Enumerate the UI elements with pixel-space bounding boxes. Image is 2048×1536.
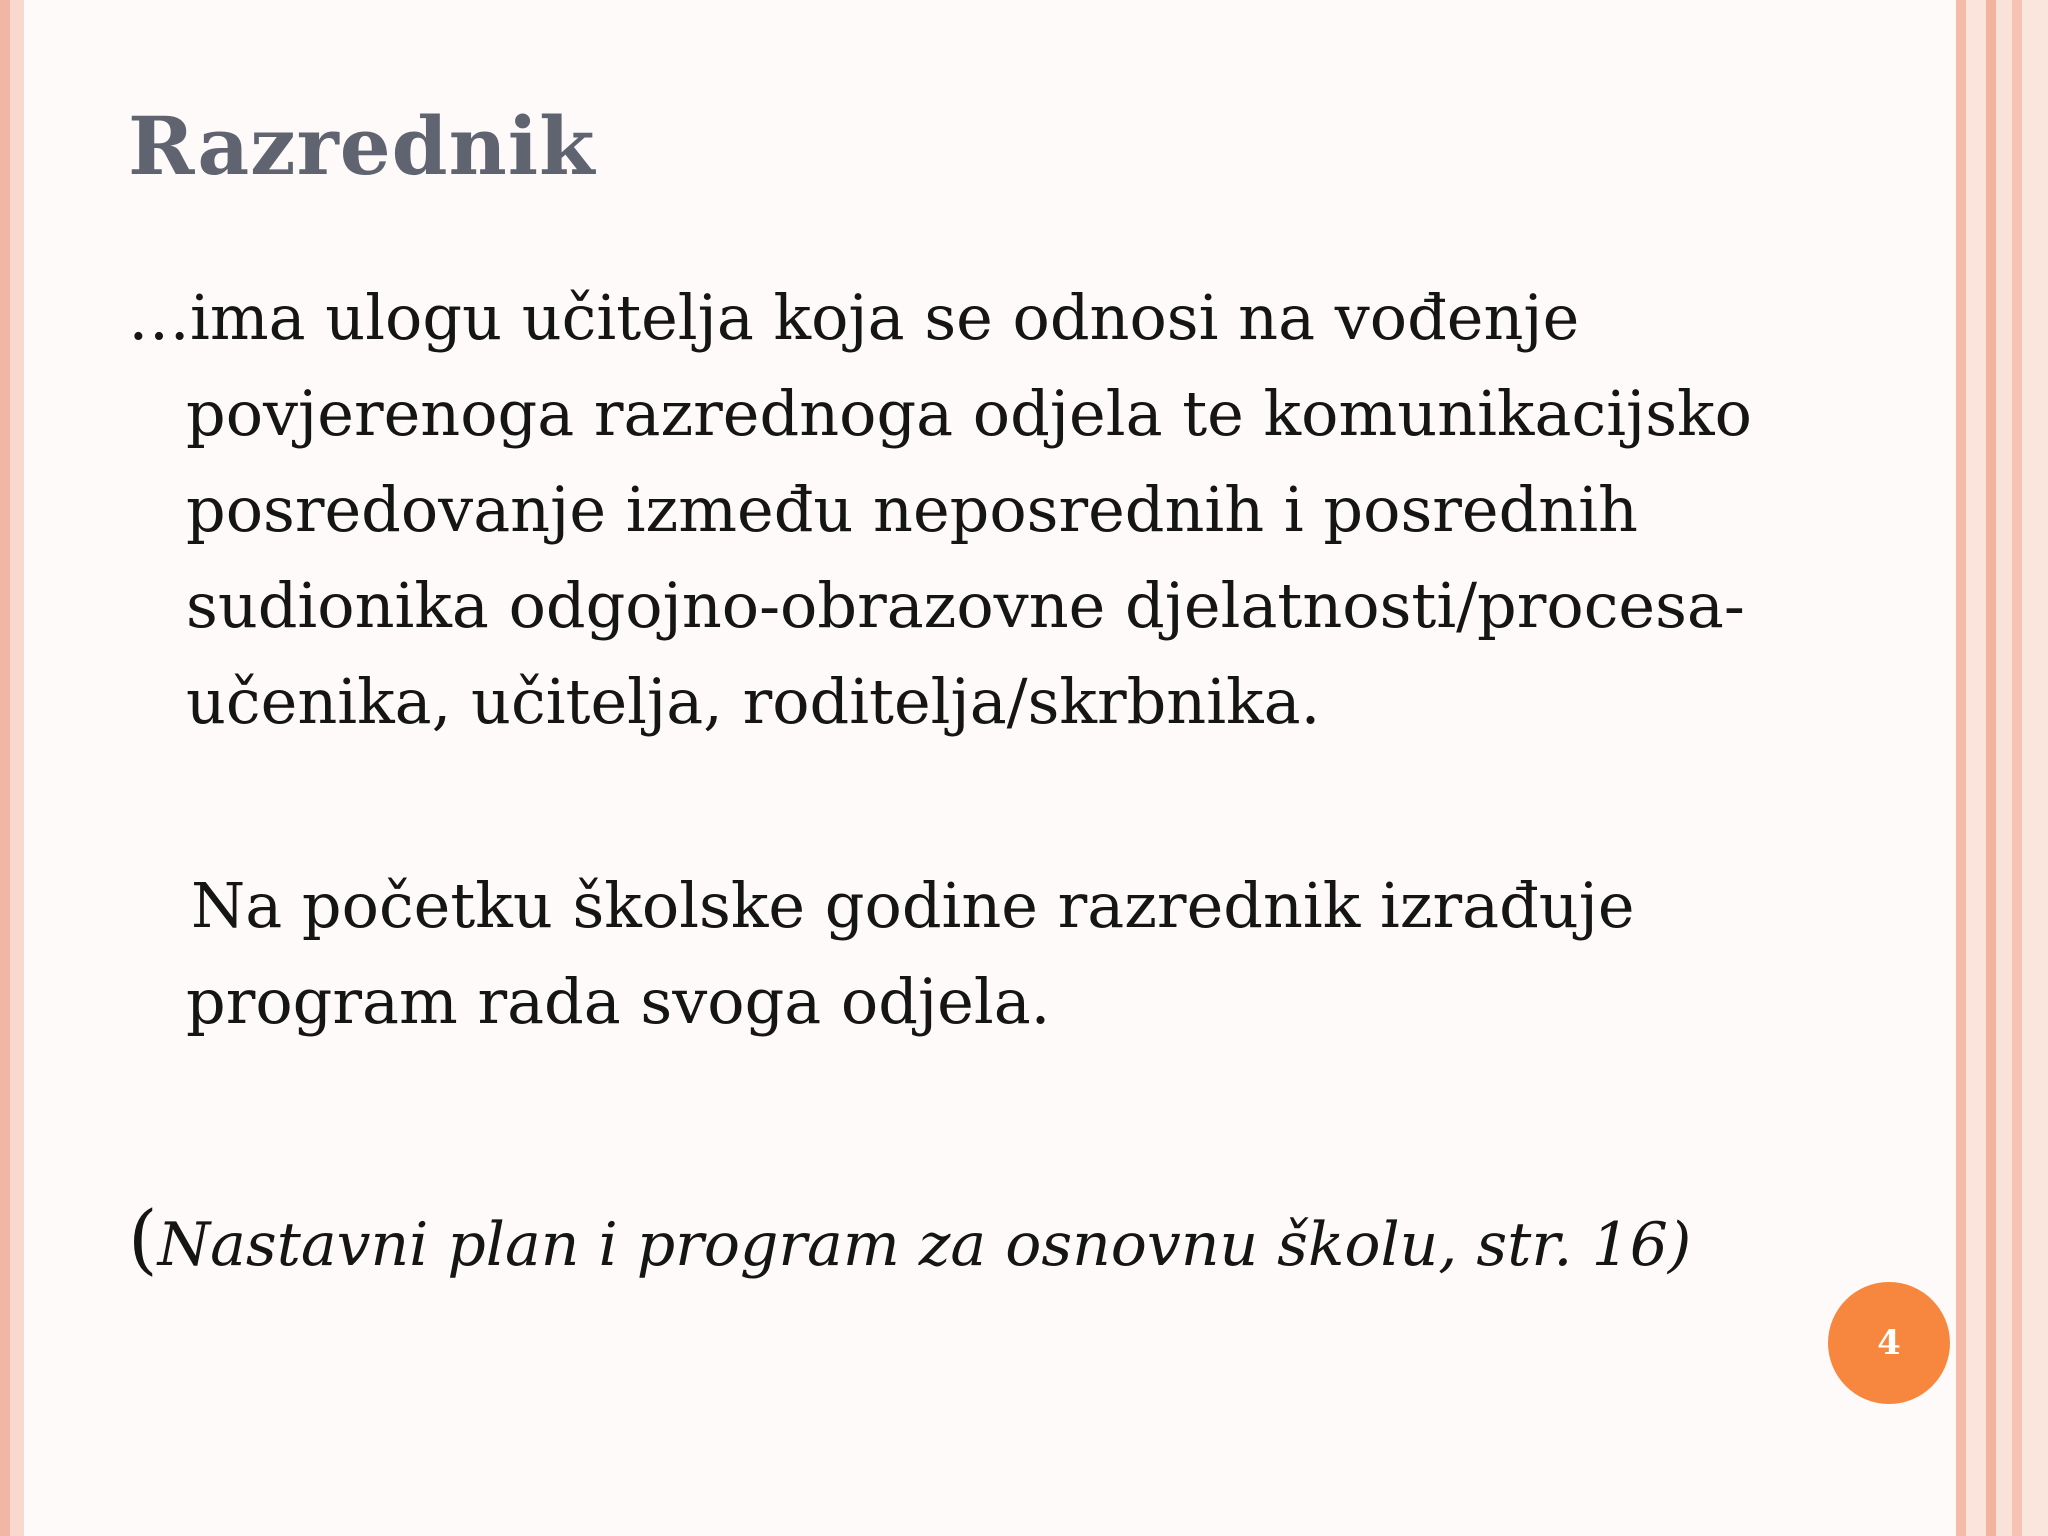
right-decorative-band <box>2022 0 2048 1536</box>
right-decorative-band <box>1996 0 2012 1536</box>
citation <box>128 1190 1691 1289</box>
citation-text: Nastavni plan i program za osnovnu školu, str. 16) <box>157 1210 1692 1280</box>
right-decorative-band <box>1956 0 1966 1536</box>
right-decorative-band <box>1966 0 1986 1536</box>
page-number: 4 <box>1877 1323 1901 1363</box>
page-number-badge <box>1828 1282 1950 1404</box>
citation-open-paren: ( <box>128 1194 158 1283</box>
body-paragraph: Na početku školske godine razrednik izrađuje program rada svoga odjela. <box>186 869 1635 1038</box>
body-paragraph: …ima ulogu učitelja koja se odnosi na vođenje povjerenoga razrednoga odjela te komunikacijsko posredovanje između neposrednih i posrednih sudionika odgojno-obrazovne djelatnosti/procesa- učenika, učitelja, roditelja/skrbnika. <box>128 281 1752 738</box>
right-decorative-band <box>1986 0 1996 1536</box>
left-decorative-stripe-light <box>10 0 24 1536</box>
right-decorative-band <box>2012 0 2022 1536</box>
slide-title: Razrednik <box>128 99 596 193</box>
left-decorative-stripe <box>0 0 10 1536</box>
